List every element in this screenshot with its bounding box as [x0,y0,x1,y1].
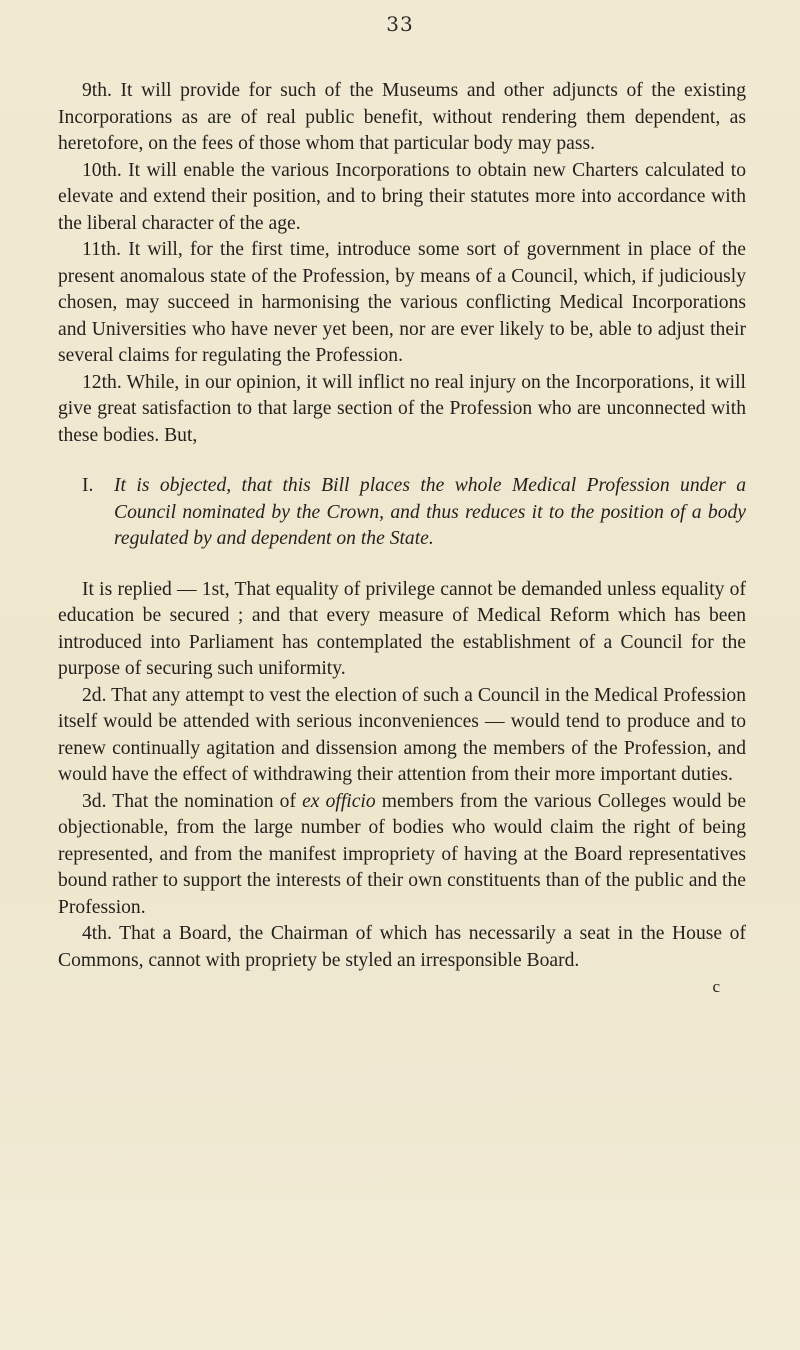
objection-number: I. [82,475,94,496]
paragraph-eleventh: 11th. It will, for the first time, introduce some sort of government in place of the present anomalous state of the Profession, by means of a Council, which, if judiciously chosen, may succeed in harmonising the various conflicting Medical Incorporations and Universities who have never yet been, nor are ever likely to be, able to adjust their several claims for regulating the Profession. [58,239,746,366]
reply-third [58,789,746,922]
reply-third-lead: 3d. That the nomination of [82,790,303,812]
latin-phrase: ex officio [302,790,376,812]
objection-heading [58,473,746,553]
signature-mark: c [712,977,720,996]
objection-text: It is objected, that this Bill places the whole Medical Profession under a Council nominated by the Crown, and thus reduces it to the position of a body regulated by and dependent on the State. [114,475,746,549]
page-number: 33 [386,12,414,36]
paragraph-tenth: 10th. It will enable the various Incorporations to obtain new Charters calculated to elevate and extend their position, and to bring their statutes more into accordance with the liberal character of the age. [58,159,746,234]
reply-second: 2d. That any attempt to vest the election of such a Council in the Medical Profession itself would be attended with serious inconveniences — would tend to produce and to renew continually agitation and dissension among the members of the Profession, and would have the effect of withdrawing their attention from their more important duties. [58,684,746,785]
reply-first: It is replied — 1st, That equality of privilege cannot be demanded unless equality of education be secured ; and that every measure of Medical Reform which has been introduced into Parliament has contemplated the establishment of a Council for the purpose of securing such uniformity. [58,578,746,679]
reply-third-rest: members from the various Colleges would be objectionable, from the large number of bodies who would claim the right of being represented, and from the manifest impropriety of having at the Board representatives bound rather to support the interests of their own constituents than of the public and the Profession. [58,790,746,918]
reply-fourth: 4th. That a Board, the Chairman of which has necessarily a seat in the House of Commons, cannot with propriety be styled an irresponsible Board. [58,923,746,971]
paragraph-ninth: 9th. It will provide for such of the Museums and other adjuncts of the existing Incorporations as are of real public benefit, without rendering them dependent, as heretofore, on the fees of those whom that particular body may pass. [58,80,746,154]
page-body [58,78,746,998]
paragraph-twelfth: 12th. While, in our opinion, it will inflict no real injury on the Incorporations, it will give great satisfaction to that large section of the Profession who are unconnected with these bodies. But, [58,371,746,446]
section-spacer [58,553,746,577]
section-spacer [58,449,746,473]
